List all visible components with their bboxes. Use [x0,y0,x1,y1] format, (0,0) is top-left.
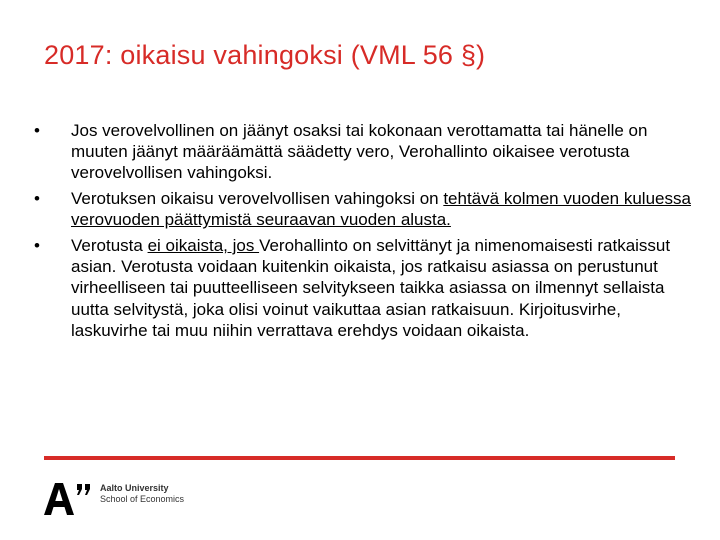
logo-school-name: School of Economics [100,494,185,504]
bullet-marker: • [34,121,40,140]
aalto-logo-mark-icon [44,481,96,517]
bullet-item [34,235,694,341]
aalto-logo [44,481,214,517]
bullet-marker: • [34,236,40,256]
bullet-text-underlined: tehtävä kolmen vuoden kuluessa verovuoden päättymistä seuraavan vuoden alusta. [71,189,691,230]
bullet-text: Jos verovelvollinen on jäänyt osaksi tai kokonaan verottamatta tai hänelle on muuten jäänyt määräämättä säädetty vero, Verohallinto oikaisee verotusta verovelvollisen vahingoksi. [71,121,648,183]
logo-wordmark [100,483,184,505]
logo-university-name: Aalto University [100,483,169,493]
slide-title: 2017: oikaisu vahingoksi (VML 56 §) [44,40,486,70]
bullet-item [34,188,694,230]
bullet-item [34,120,694,184]
bullet-text-rest: Verohallinto on selvittänyt ja nimenomaisesti ratkaissut asian. Verotusta voidaan kuitenkin oikaista, jos ratkaisu asiassa on perustunut virheelliseen tai puutteelliseen selvitykseen taikka asiassa on ilmennyt sellaista uutta selvitystä, joka olisi voinut vaikuttaa asian ratkaisuun. Kirjoitusvirhe, laskuvirhe tai muu niihin verrattava erehdys voidaan oikaista. [71,236,671,340]
bullet-text-underlined: ei oikaista, jos [147,236,260,256]
footer-divider [44,456,675,460]
bullet-list [34,120,694,346]
bullet-text: Verotusta [71,236,148,256]
bullet-marker: • [34,189,40,209]
bullet-text: Verotuksen oikaisu verovelvollisen vahingoksi on [71,189,444,209]
